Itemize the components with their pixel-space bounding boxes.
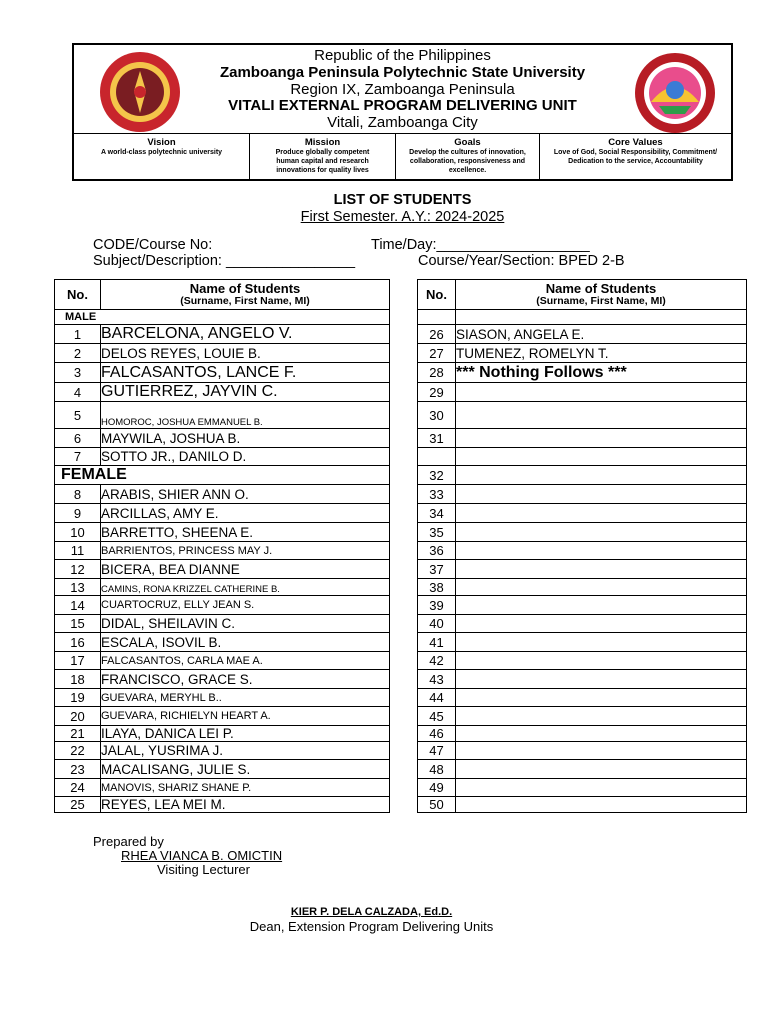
row-number: 46 bbox=[418, 726, 456, 742]
student-name: SIASON, ANGELA E. bbox=[456, 325, 747, 344]
time-day-field: Time/Day:___________________ bbox=[371, 237, 590, 253]
mission-text: Produce globally competent human capital and research innovations for quality lives bbox=[275, 149, 370, 174]
student-name bbox=[456, 689, 747, 707]
student-name bbox=[456, 707, 747, 726]
student-name: MANOVIS, SHARIZ SHANE P. bbox=[101, 779, 390, 797]
row-number: 5 bbox=[55, 402, 101, 429]
table-row bbox=[418, 596, 747, 615]
name-header bbox=[101, 280, 390, 310]
table-row bbox=[418, 542, 747, 560]
table-row bbox=[418, 448, 747, 466]
row-number: 41 bbox=[418, 633, 456, 652]
row-number: 11 bbox=[55, 542, 101, 560]
table-row bbox=[418, 523, 747, 542]
table-row bbox=[418, 633, 747, 652]
no-header: No. bbox=[418, 280, 456, 310]
table-row bbox=[55, 504, 390, 523]
row-number: 45 bbox=[418, 707, 456, 726]
row-number: 24 bbox=[55, 779, 101, 797]
table-row bbox=[418, 726, 747, 742]
student-name bbox=[456, 429, 747, 448]
male-section-label: MALE bbox=[55, 310, 390, 325]
row-number: 29 bbox=[418, 383, 456, 402]
table-row bbox=[55, 779, 390, 797]
student-name: CUARTOCRUZ, ELLY JEAN S. bbox=[101, 596, 390, 615]
student-name bbox=[456, 466, 747, 485]
student-name: CAMINS, RONA KRIZZEL CATHERINE B. bbox=[101, 579, 390, 596]
student-name bbox=[456, 523, 747, 542]
row-number bbox=[418, 448, 456, 466]
table-row bbox=[55, 652, 390, 670]
row-number: 15 bbox=[55, 615, 101, 633]
row-number: 42 bbox=[418, 652, 456, 670]
table-row bbox=[55, 363, 390, 383]
table-row bbox=[418, 429, 747, 448]
table-row bbox=[55, 579, 390, 596]
student-name bbox=[456, 579, 747, 596]
row-number: 28 bbox=[418, 363, 456, 383]
preparer-name: RHEA VIANCA B. OMICTIN bbox=[121, 848, 283, 863]
student-name bbox=[456, 652, 747, 670]
table-row bbox=[418, 325, 747, 344]
row-number: 4 bbox=[55, 383, 101, 402]
table-row bbox=[55, 596, 390, 615]
row-number: 43 bbox=[418, 670, 456, 689]
name-header-label: Name of Students bbox=[545, 280, 657, 296]
course-code-field: CODE/Course No: bbox=[93, 237, 213, 253]
student-name bbox=[456, 542, 747, 560]
row-number: 7 bbox=[55, 448, 101, 466]
student-name bbox=[456, 760, 747, 779]
row-number: 6 bbox=[55, 429, 101, 448]
row-number: 20 bbox=[55, 707, 101, 726]
row-number: 36 bbox=[418, 542, 456, 560]
row-number: 48 bbox=[418, 760, 456, 779]
mission-block bbox=[250, 137, 395, 181]
table-row bbox=[418, 742, 747, 760]
student-name bbox=[456, 560, 747, 579]
table-row bbox=[55, 383, 390, 402]
row-number: 10 bbox=[55, 523, 101, 542]
table-row bbox=[418, 707, 747, 726]
row-number: 21 bbox=[55, 726, 101, 742]
row-number: 27 bbox=[418, 344, 456, 363]
student-name: BARRETTO, SHEENA E. bbox=[101, 523, 390, 542]
student-name: DELOS REYES, LOUIE B. bbox=[101, 344, 390, 363]
student-name: MAYWILA, JOSHUA B. bbox=[101, 429, 390, 448]
student-name: DIDAL, SHEILAVIN C. bbox=[101, 615, 390, 633]
student-name bbox=[456, 402, 747, 429]
row-number: 35 bbox=[418, 523, 456, 542]
student-table-right bbox=[417, 279, 747, 813]
table-row bbox=[55, 542, 390, 560]
dean-name: KIER P. DELA CALZADA, Ed.D. bbox=[290, 906, 453, 918]
student-name: ILAYA, DANICA LEI P. bbox=[101, 726, 390, 742]
mission-title: Mission bbox=[304, 137, 341, 148]
student-name: FALCASANTOS, LANCE F. bbox=[101, 363, 390, 383]
row-number: 39 bbox=[418, 596, 456, 615]
student-name bbox=[456, 670, 747, 689]
student-name bbox=[456, 596, 747, 615]
goals-text: Develop the cultures of innovation, collaboration, responsiveness and excellence. bbox=[409, 149, 526, 174]
row-number: 38 bbox=[418, 579, 456, 596]
row-number: 8 bbox=[55, 485, 101, 504]
student-name: BARCELONA, ANGELO V. bbox=[101, 325, 390, 344]
row-number: 1 bbox=[55, 325, 101, 344]
table-row bbox=[418, 579, 747, 596]
table-row bbox=[55, 325, 390, 344]
name-header-sublabel: (Surname, First Name, MI) bbox=[536, 294, 666, 307]
vision-title: Vision bbox=[147, 137, 176, 148]
table-row bbox=[418, 760, 747, 779]
name-header-label: Name of Students bbox=[189, 280, 301, 296]
row-number: 30 bbox=[418, 402, 456, 429]
student-name: FRANCISCO, GRACE S. bbox=[101, 670, 390, 689]
student-name bbox=[456, 383, 747, 402]
table-row bbox=[418, 466, 747, 485]
student-table-left bbox=[54, 279, 390, 813]
student-name: GUEVARA, RICHIELYN HEART A. bbox=[101, 707, 390, 726]
student-name bbox=[456, 485, 747, 504]
row-number: 17 bbox=[55, 652, 101, 670]
vision-text: A world-class polytechnic university bbox=[100, 149, 223, 156]
student-name bbox=[456, 504, 747, 523]
table-row bbox=[418, 689, 747, 707]
course-section-field: Course/Year/Section: BPED 2-B bbox=[418, 253, 625, 269]
row-number: 13 bbox=[55, 579, 101, 596]
table-row bbox=[55, 560, 390, 579]
student-name bbox=[456, 797, 747, 813]
row-number: 2 bbox=[55, 344, 101, 363]
header-city: Vitali, Zamboanga City bbox=[327, 114, 478, 131]
student-name: ARABIS, SHIER ANN O. bbox=[101, 485, 390, 504]
student-name: TUMENEZ, ROMELYN T. bbox=[456, 344, 747, 363]
student-name: MACALISANG, JULIE S. bbox=[101, 760, 390, 779]
row-number: 50 bbox=[418, 797, 456, 813]
header-university-name: Zamboanga Peninsula Polytechnic State University bbox=[219, 64, 586, 81]
table-row bbox=[418, 363, 747, 383]
table-row bbox=[55, 670, 390, 689]
row-number: 22 bbox=[55, 742, 101, 760]
semester-label: First Semester. A.Y.: 2024-2025 bbox=[300, 209, 505, 225]
table-row bbox=[55, 448, 390, 466]
student-name bbox=[456, 615, 747, 633]
student-name: ARCILLAS, AMY E. bbox=[101, 504, 390, 523]
table-row bbox=[55, 485, 390, 504]
table-row bbox=[418, 560, 747, 579]
student-name bbox=[456, 633, 747, 652]
row-number: 3 bbox=[55, 363, 101, 383]
table-row bbox=[55, 689, 390, 707]
table-row bbox=[55, 402, 390, 429]
table-row bbox=[55, 633, 390, 652]
student-name: HOMOROC, JOSHUA EMMANUEL B. bbox=[101, 402, 390, 429]
table-row bbox=[418, 652, 747, 670]
table-row bbox=[55, 760, 390, 779]
row-number: 47 bbox=[418, 742, 456, 760]
student-name: GUTIERREZ, JAYVIN C. bbox=[101, 383, 390, 402]
row-number bbox=[418, 310, 456, 325]
female-section-label: FEMALE bbox=[55, 466, 390, 485]
name-header bbox=[456, 280, 747, 310]
student-name: JALAL, YUSRIMA J. bbox=[101, 742, 390, 760]
header-line-republic: Republic of the Philippines bbox=[314, 47, 491, 64]
core-values-text: Love of God, Social Responsibility, Commitment/ Dedication to the service, Accountability bbox=[553, 149, 718, 165]
row-number: 40 bbox=[418, 615, 456, 633]
row-number: 31 bbox=[418, 429, 456, 448]
table-row bbox=[418, 344, 747, 363]
row-number: 16 bbox=[55, 633, 101, 652]
row-number: 34 bbox=[418, 504, 456, 523]
student-name: FALCASANTOS, CARLA MAE A. bbox=[101, 652, 390, 670]
table-row bbox=[55, 726, 390, 742]
student-name bbox=[456, 310, 747, 325]
table-row bbox=[418, 779, 747, 797]
table-row bbox=[418, 615, 747, 633]
document-title: LIST OF STUDENTS bbox=[333, 192, 472, 208]
header-unit-name: VITALI EXTERNAL PROGRAM DELIVERING UNIT bbox=[228, 97, 577, 114]
row-number: 26 bbox=[418, 325, 456, 344]
subject-field: Subject/Description: ________________ bbox=[93, 253, 356, 269]
table-row bbox=[418, 670, 747, 689]
table-row bbox=[55, 344, 390, 363]
female-section-row bbox=[55, 466, 390, 485]
core-values-block bbox=[540, 137, 731, 181]
student-name bbox=[456, 726, 747, 742]
student-name: BICERA, BEA DIANNE bbox=[101, 560, 390, 579]
row-number: 23 bbox=[55, 760, 101, 779]
table-row bbox=[418, 310, 747, 325]
goals-title: Goals bbox=[454, 137, 481, 148]
goals-block bbox=[396, 137, 539, 181]
student-name bbox=[456, 742, 747, 760]
student-name bbox=[456, 779, 747, 797]
student-name: SOTTO JR., DANILO D. bbox=[101, 448, 390, 466]
table-row bbox=[418, 485, 747, 504]
dean-title: Dean, Extension Program Delivering Units bbox=[249, 919, 494, 934]
vision-block bbox=[74, 137, 249, 181]
row-number: 44 bbox=[418, 689, 456, 707]
letterhead bbox=[72, 43, 733, 181]
table-row bbox=[418, 402, 747, 429]
table-row bbox=[55, 429, 390, 448]
row-number: 12 bbox=[55, 560, 101, 579]
table-row bbox=[55, 742, 390, 760]
student-name: GUEVARA, MERYHL B.. bbox=[101, 689, 390, 707]
row-number: 32 bbox=[418, 466, 456, 485]
table-row bbox=[55, 707, 390, 726]
preparer-role: Visiting Lecturer bbox=[157, 862, 250, 877]
no-header: No. bbox=[55, 280, 101, 310]
row-number: 49 bbox=[418, 779, 456, 797]
name-header-sublabel: (Surname, First Name, MI) bbox=[180, 294, 310, 307]
student-name: *** Nothing Follows *** bbox=[456, 363, 747, 383]
table-row bbox=[418, 797, 747, 813]
male-section-row bbox=[55, 310, 390, 325]
row-number: 18 bbox=[55, 670, 101, 689]
row-number: 9 bbox=[55, 504, 101, 523]
table-row bbox=[418, 383, 747, 402]
table-row bbox=[418, 504, 747, 523]
table-row bbox=[55, 615, 390, 633]
student-name: REYES, LEA MEI M. bbox=[101, 797, 390, 813]
table-row bbox=[55, 797, 390, 813]
core-values-title: Core Values bbox=[608, 137, 663, 148]
table-row bbox=[55, 523, 390, 542]
header-region: Region IX, Zamboanga Peninsula bbox=[290, 81, 515, 98]
row-number: 19 bbox=[55, 689, 101, 707]
row-number: 14 bbox=[55, 596, 101, 615]
student-name: ESCALA, ISOVIL B. bbox=[101, 633, 390, 652]
row-number: 33 bbox=[418, 485, 456, 504]
prepared-by-label: Prepared by bbox=[93, 834, 164, 849]
row-number: 37 bbox=[418, 560, 456, 579]
row-number: 25 bbox=[55, 797, 101, 813]
student-name bbox=[456, 448, 747, 466]
student-name: BARRIENTOS, PRINCESS MAY J. bbox=[101, 542, 390, 560]
